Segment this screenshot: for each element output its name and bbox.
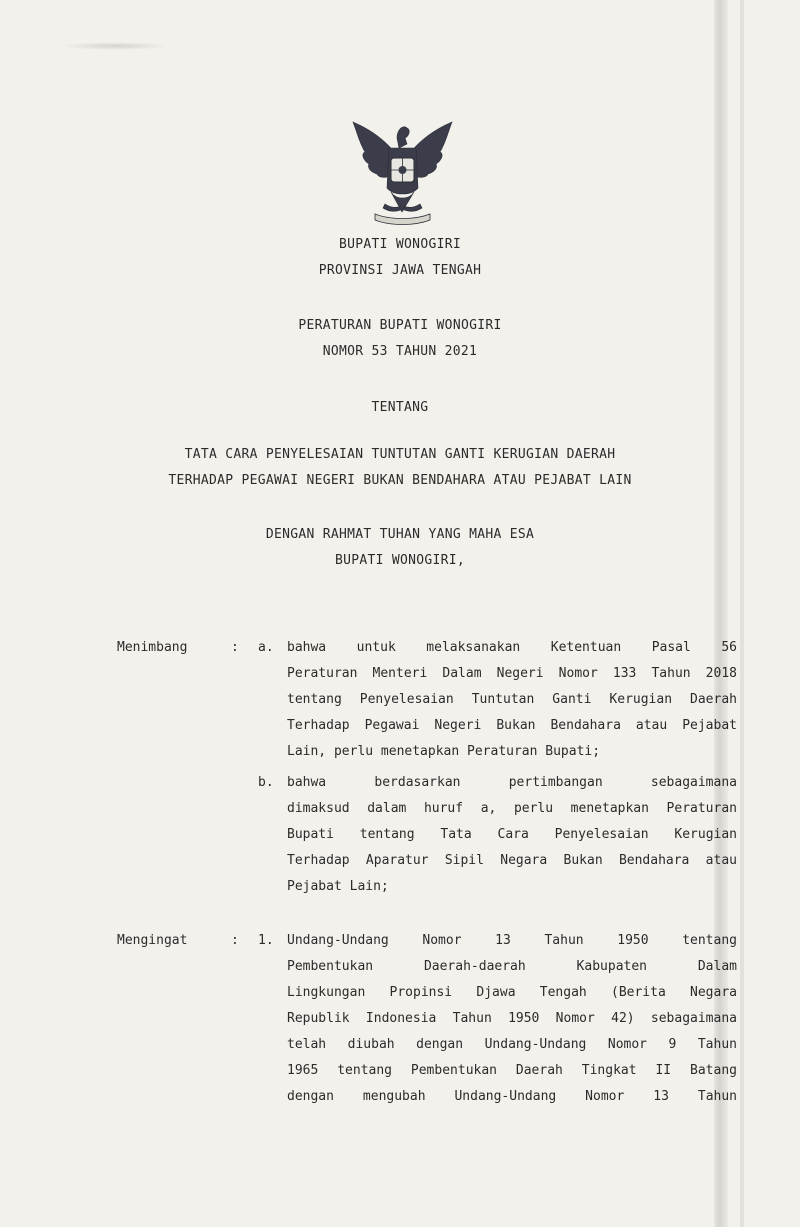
- item-a-line: Lain, perlu menetapkan Peraturan Bupati;: [287, 744, 601, 759]
- item-a-line: Terhadap Pegawai Negeri Bukan Bendahara atau Pejabat: [287, 718, 737, 733]
- about-title-1: TATA CARA PENYELESAIAN TUNTUTAN GANTI KERUGIAN DAERAH: [184, 447, 616, 462]
- item-b-line: Pejabat Lain;: [287, 879, 389, 894]
- item-b-line: dimaksud dalam huruf a, perlu menetapkan Peraturan: [287, 801, 737, 816]
- about-label: TENTANG: [371, 400, 429, 415]
- item-a-line: tentang Penyelesaian Tuntutan Ganti Kerugian Daerah: [287, 692, 737, 707]
- item-1-line: Pembentukan Daerah-daerah Kabupaten Dalam: [287, 959, 737, 974]
- item-1-line: Republik Indonesia Tahun 1950 Nomor 42) sebagaimana: [287, 1011, 737, 1026]
- item-1-line: Lingkungan Propinsi Djawa Tengah (Berita Negara: [287, 985, 737, 1000]
- regulation-line-2: NOMOR 53 TAHUN 2021: [322, 344, 478, 359]
- section-label-mengingat: Mengingat: [117, 933, 188, 948]
- item-a-line: Peraturan Menteri Dalam Negeri Nomor 133 Tahun 2018: [287, 666, 737, 681]
- preamble-line-2: BUPATI WONOGIRI,: [334, 553, 466, 568]
- about-title-2: TERHADAP PEGAWAI NEGERI BUKAN BENDAHARA ATAU PEJABAT LAIN: [168, 473, 632, 488]
- regulation-line-1: PERATURAN BUPATI WONOGIRI: [298, 318, 502, 333]
- item-a-line: bahwa untuk melaksanakan Ketentuan Pasal 56: [287, 640, 737, 655]
- item-1-line: dengan mengubah Undang-Undang Nomor 13 Tahun: [287, 1089, 737, 1104]
- section-colon-menimbang: :: [231, 640, 239, 655]
- item-1-line: telah diubah dengan Undang-Undang Nomor 9 Tahun: [287, 1037, 737, 1052]
- item-b-line: Terhadap Aparatur Sipil Negara Bukan Bendahara atau: [287, 853, 737, 868]
- header-line-1: BUPATI WONOGIRI: [339, 237, 461, 252]
- item-mark-b: b.: [258, 775, 274, 790]
- item-b-line: Bupati tentang Tata Cara Penyelesaian Kerugian: [287, 827, 737, 842]
- item-b-line: bahwa berdasarkan pertimbangan sebagaimana: [287, 775, 737, 790]
- header-line-2: PROVINSI JAWA TENGAH: [318, 263, 482, 278]
- item-mark-a: a.: [258, 640, 274, 655]
- preamble-line-1: DENGAN RAHMAT TUHAN YANG MAHA ESA: [265, 527, 535, 542]
- garuda-emblem-icon: [345, 108, 460, 228]
- section-colon-mengingat: :: [231, 933, 239, 948]
- section-label-menimbang: Menimbang: [117, 640, 188, 655]
- item-1-line: Undang-Undang Nomor 13 Tahun 1950 tentang: [287, 933, 737, 948]
- scan-shadow-edge-secondary: [740, 0, 744, 1227]
- item-mark-1: 1.: [258, 933, 274, 948]
- scan-smudge: [60, 42, 170, 50]
- item-1-line: 1965 tentang Pembentukan Daerah Tingkat II Batang: [287, 1063, 737, 1078]
